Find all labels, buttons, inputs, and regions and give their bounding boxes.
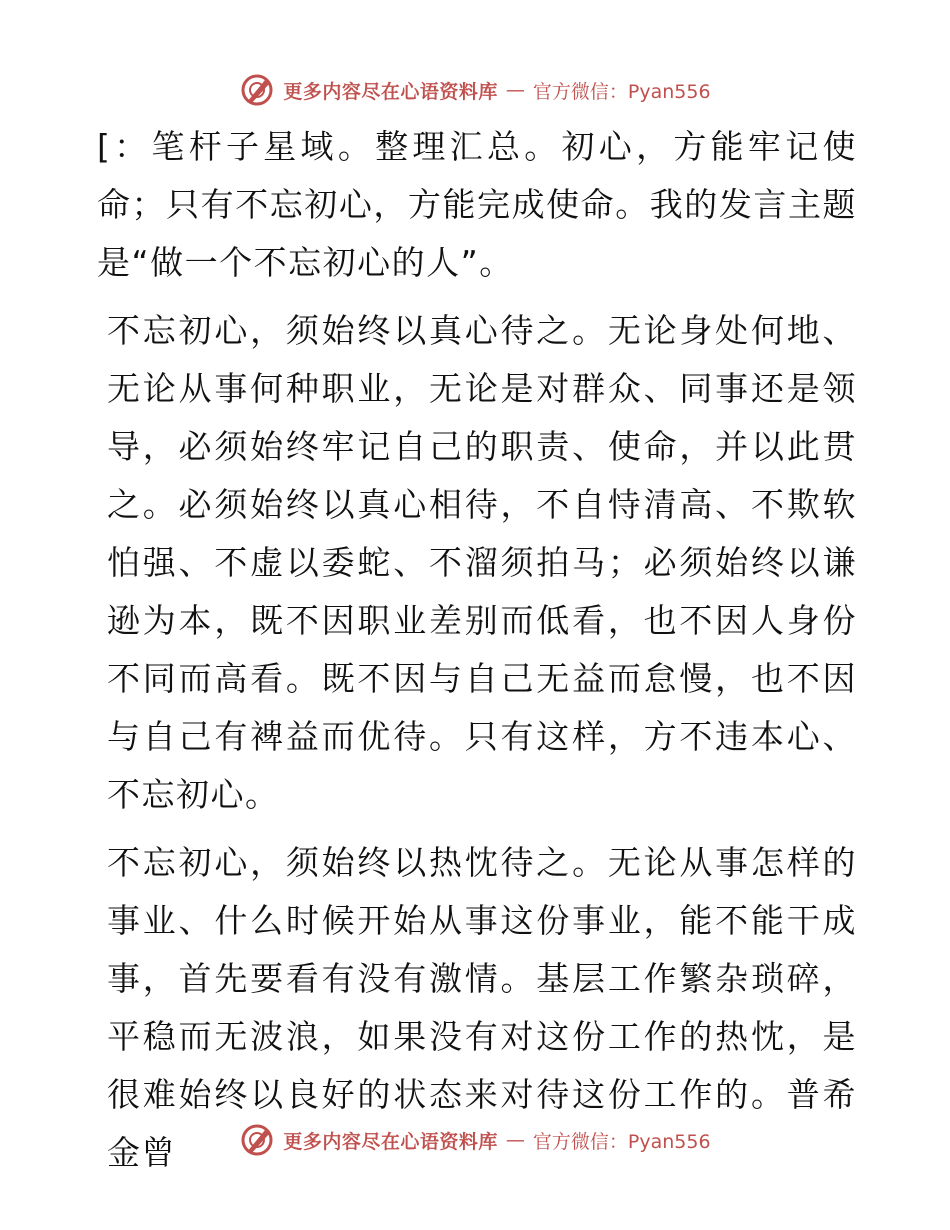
banner-text: 更多内容尽在心语资料库 bbox=[283, 1130, 498, 1153]
paragraph-1: [：笔杆子星域。整理汇总。初心，方能牢记使命；只有不忘初心，方能完成使命。我的发言主题是“做一个不忘初心的人”。 bbox=[97, 127, 857, 282]
paragraph-3: 不忘初心，须始终以热忱待之。无论从事怎样的事业、什么时候开始从事这份事业，能不能干成事，首先要看有没有激情。基层工作繁杂琐碎，平稳而无波浪，如果没有对这份工作的热忱，是很难始终以良好的状态来对待这份工作的。普希金曾 bbox=[107, 843, 857, 1172]
paragraph-2: 不忘初心，须始终以真心待之。无论身处何地、无论从事何种职业，无论是对群众、同事还是领导，必须始终牢记自己的职责、使命，并以此贯之。必须始终以真心相待，不自恃清高、不欺软怕强、不虚以委蛇、不溜须拍马；必须始终以谦逊为本，既不因职业差别而低看，也不因人身份不同而高看。既不因与自己无益而怠慢，也不因与自己有裨益而优待。只有这样，方不违本心、不忘初心。 bbox=[107, 311, 857, 814]
banner-dash: — bbox=[505, 1129, 525, 1151]
banner-contact: 官方微信：Pyan556 bbox=[532, 80, 711, 103]
banner-text: 更多内容尽在心语资料库 bbox=[283, 80, 498, 103]
document-body bbox=[97, 118, 857, 1182]
footer-watermark-banner bbox=[0, 1120, 950, 1160]
pen-logo-icon bbox=[239, 1122, 275, 1158]
banner-dash: — bbox=[505, 79, 525, 101]
banner-contact: 官方微信：Pyan556 bbox=[532, 1130, 711, 1153]
pen-logo-icon bbox=[239, 72, 275, 108]
header-watermark-banner bbox=[0, 70, 950, 110]
